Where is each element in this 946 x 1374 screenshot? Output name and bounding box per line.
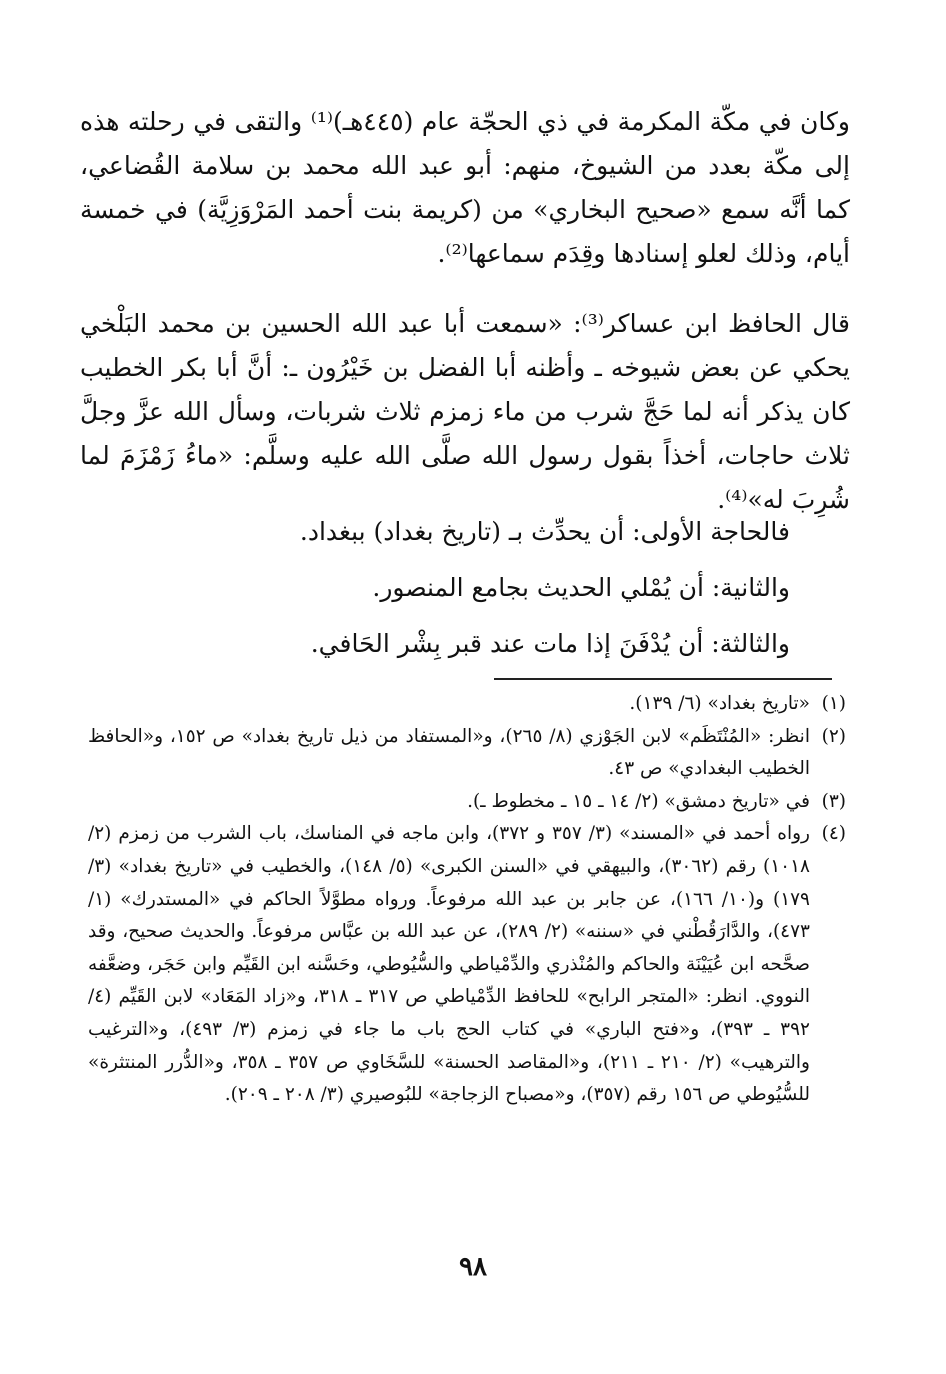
need-second: والثانية: أن يُمْلي الحديث بجامع المنصور.: [372, 573, 790, 602]
footnote-1: [88, 688, 846, 721]
three-needs-list: [120, 504, 790, 672]
footnote-number: (١): [821, 693, 846, 714]
footnote-3: [88, 786, 846, 819]
footnote-text: في «تاريخ دمشق» (٢/ ١٤ ـ ١٥ ـ مخطوط ـ).: [467, 790, 810, 812]
footnote-2: [88, 721, 846, 786]
paragraph-mecca-visit: وكان في مكّة المكرمة في ذي الحجّة عام (٤٤٥هـ)⁽¹⁾ والتقى في رحلته هذه إلى مكّة بعدد من الشيوخ، منهم: أبو عبد الله محمد بن سلامة القُضاعي، كما أنَّه سمع «صحيح البخاري» من (كريمة بنت أحمد المَرْوَزِيَّة) في خمسة أيام، وذلك لعلو إسنادها وقِدَم سماعها⁽²⁾.: [80, 107, 850, 268]
footnote-number: (٣): [821, 790, 846, 812]
footnote-number: (٤): [821, 823, 846, 845]
footnote-text: انظر: «المُنْتَظَم» لابن الجَوْزي (٨/ ٢٦٥)، و«المستفاد من ذيل تاريخ بغداد» ص ١٥٢، و«الحافظ الخطيب البغدادي» ص ٤٣.: [88, 725, 810, 780]
paragraph-ibn-asakir-quote: قال الحافظ ابن عساكر⁽³⁾: «سمعت أبا عبد الله الحسين بن محمد البَلْخي يحكي عن بعض شيوخه ـ وأظنه أبا الفضل بن خَيْرُون ـ: أنَّ أبا بكر الخطيب كان يذكر أنه لما حَجَّ شرب من ماء زمزم ثلاث شربات، وسأل الله عزَّ وجلَّ ثلاث حاجات، أخذاً بقول رسول الله صلَّى الله عليه وسلَّم: «ماءُ زَمْزَمَ لما شُرِبَ له»⁽⁴⁾.: [80, 309, 850, 514]
footnote-separator: [494, 678, 832, 680]
need-third: والثالثة: أن يُدْفَنَ إذا مات عند قبر بِشْر الحَافي.: [310, 629, 790, 658]
page-number: ٩٨: [459, 1252, 487, 1282]
footnote-number: (٢): [821, 725, 846, 747]
footnotes: [88, 688, 846, 1112]
need-first: فالحاجة الأولى: أن يحدِّث بـ (تاريخ بغداد) ببغداد.: [299, 517, 790, 546]
footnote-4: [88, 818, 846, 1111]
footnote-text: «تاريخ بغداد» (٦/ ١٣٩).: [629, 693, 810, 714]
footnote-text: رواه أحمد في «المسند» (٣/ ٣٥٧ و ٣٧٢)، وابن ماجه في المناسك، باب الشرب من زمزم (٢/ ١٠١٨) رقم (٣٠٦٢)، والبيهقي في «السنن الكبرى» (٥/ ١٤٨)، والخطيب في «تاريخ بغداد» (٣/ ١٧٩) و(١٠/ ١٦٦)، عن جابر بن عبد الله مرفوعاً. ورواه مطوَّلاً الحاكم في «المستدرك» (١/ ٤٧٣)، والدَّارَقُطْني في «سننه» (٢/ ٢٨٩)، عن عبد الله بن عبَّاس مرفوعاً. والحديث صحيح، وقد صحَّحه ابن عُيَيْنَة والحاكم والمُنْذري والدِّمْياطي والسُّيُوطي، وحَسَّنه ابن القَيِّم وابن حَجَر، وضعَّفه النووي. انظر: «المتجر الرابح» للحافظ الدِّمْياطي ص ٣١٧ ـ ٣١٨، و«زاد المَعَاد» لابن القَيِّم (٤/ ٣٩٢ ـ ٣٩٣)، و«فتح الباري» في كتاب الحج باب ما جاء في زمزم (٣/ ٤٩٣)، و«الترغيب والترهيب» (٢/ ٢١٠ ـ ٢١١)، و«المقاصد الحسنة» للسَّخَاوي ص ٣٥٧ ـ ٣٥٨، و«الدُّرر المنتثرة» للسُّيُوطي ص ١٥٦ رقم (٣٥٧)، و«مصباح الزجاجة» للبُوصيري (٣/ ٢٠٨ ـ ٢٠٩).: [88, 823, 810, 1106]
